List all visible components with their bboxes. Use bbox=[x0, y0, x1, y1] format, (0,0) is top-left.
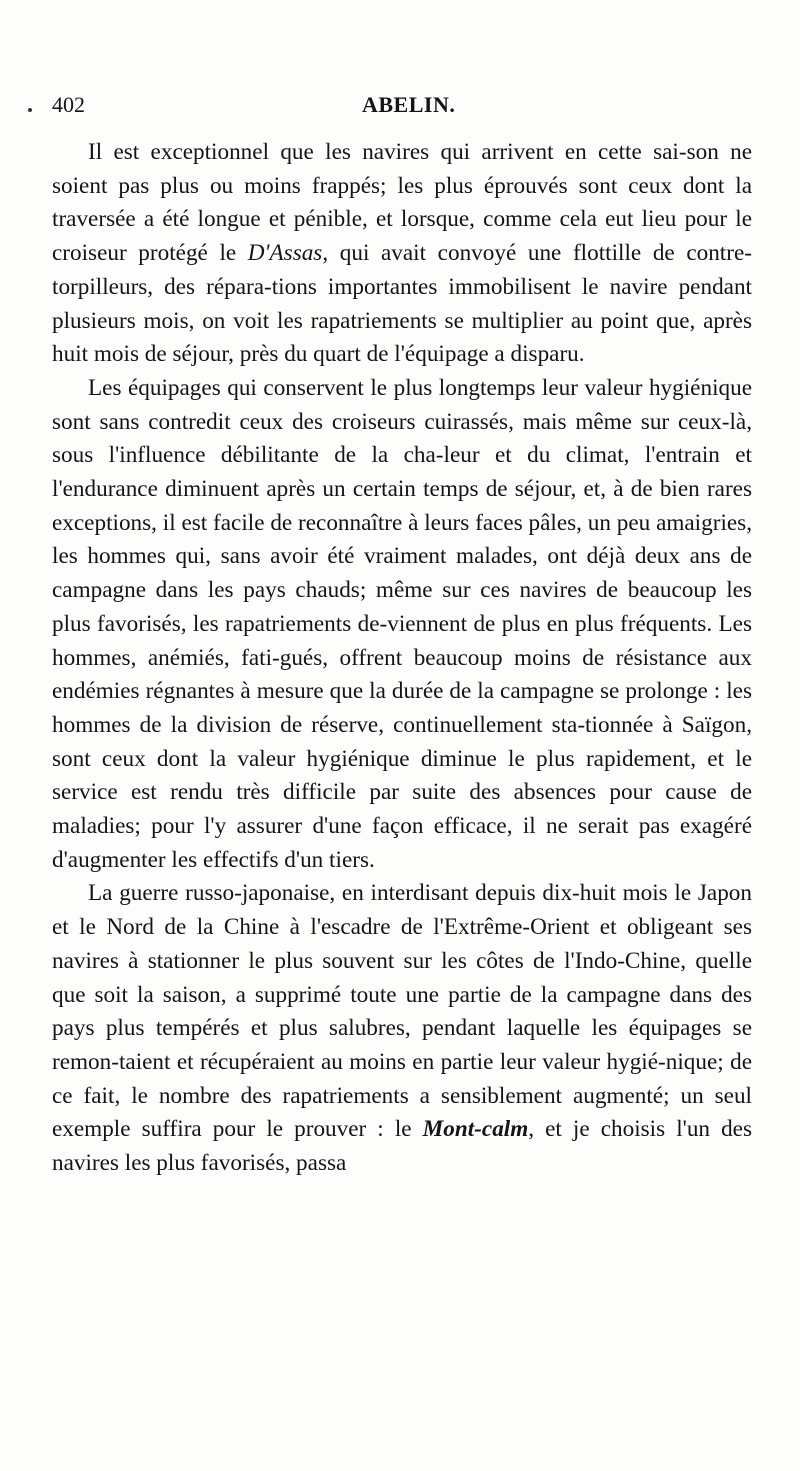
paragraph bbox=[52, 877, 752, 1180]
paragraph bbox=[52, 136, 752, 372]
ship-name-italic: D'Assas bbox=[247, 240, 323, 267]
paragraph bbox=[52, 372, 752, 878]
running-head: ABELIN. bbox=[362, 92, 456, 117]
page-header bbox=[52, 92, 752, 122]
text-run: , qui avait convoyé une flottille de contre-torpilleurs, des répara-tions importantes immobilisent le navire pendant plusieurs mois, on voit les rapatriements se multiplier au point que, après huit mois de séjour, près du quart de l'équipage a disparu. bbox=[52, 240, 752, 368]
page-number: 402 bbox=[52, 92, 85, 117]
body-text bbox=[52, 136, 752, 1181]
text-run: , et je choisis l'un des navires les plus favorisés, passa bbox=[52, 1116, 752, 1177]
text-run: Il est exceptionnel que les navires qui arrivent en cette sai-son ne soient pas plus ou moins frappés; les plus éprouvés sont ceux dont la traversée a été longue et pénible, et lorsque, comme cela eut lieu pour le croiseur protégé le bbox=[52, 139, 752, 267]
text-run: La guerre russo-japonaise, en interdisant depuis dix-huit mois le Japon et le Nord de la Chine à l'escadre de l'Extrême-Orient et obligeant ses navires à stationner le plus souvent sur les côtes de l'Indo-Chine, quelle que soit la saison, a supprimé toute une partie de la campagne dans des pays plus tempérés et plus salubres, pendant laquelle les équipages se remon-taient et récupéraient au moins en partie leur valeur hygié-nique; de ce fait, le nombre des rapatriements a sensiblement augmenté; un seul exemple suffira pour le prouver : le bbox=[52, 880, 752, 1143]
ship-name-italic: Mont-calm bbox=[422, 1116, 529, 1143]
margin-speck bbox=[28, 108, 32, 112]
text-run: Les équipages qui conservent le plus longtemps leur valeur hygiénique sont sans contredit ceux des croiseurs cuirassés, mais même sur ceux-là, sous l'influence débilitante de la cha-leur et du climat, l'entrain et l'endurance diminuent après un certain temps de séjour, et, à de bien rares exceptions, il est facile de reconnaître à leurs faces pâles, un peu amaigries, les hommes qui, sans avoir été vraiment malades, ont déjà deux ans de campagne dans les pays chauds; même sur ces navires de beaucoup les plus favorisés, les rapatriements de-viennent de plus en plus fréquents. Les hommes, anémiés, fati-gués, offrent beaucoup moins de résistance aux endémies régnantes à mesure que la durée de la campagne se prolonge : les hommes de la division de réserve, continuellement sta-tionnée à Saïgon, sont ceux dont la valeur hygiénique diminue le plus rapidement, et le service est rendu très difficile par suite des absences pour cause de maladies; pour l'y assurer d'une façon efficace, il ne serait pas exagéré d'augmenter les effectifs d'un tiers. bbox=[52, 374, 752, 873]
